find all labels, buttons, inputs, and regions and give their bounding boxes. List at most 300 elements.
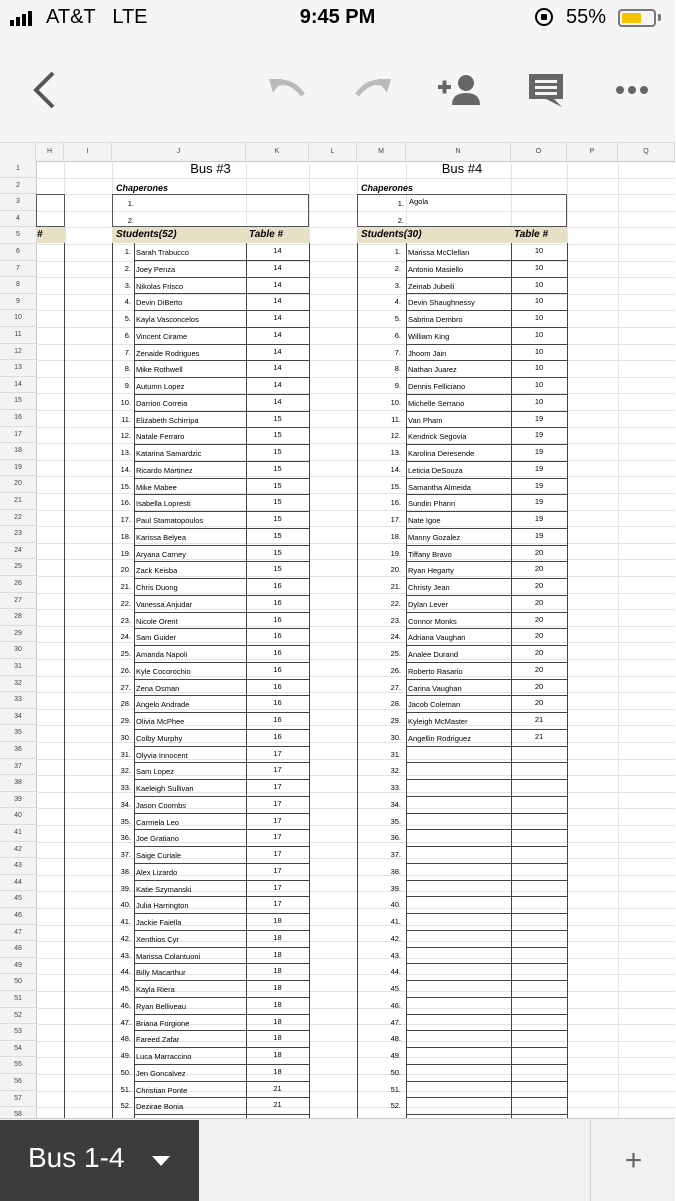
bus3-table-number[interactable]: 16 — [273, 681, 282, 691]
row-header[interactable]: 17 — [0, 427, 36, 444]
row-header[interactable]: 5 — [0, 227, 36, 244]
bus4-table-number[interactable] — [511, 745, 567, 761]
bus4-table-number[interactable]: 10 — [534, 262, 544, 272]
bus4-table-number[interactable]: 21 — [534, 715, 544, 724]
row-header[interactable]: 47 — [0, 925, 36, 942]
bus3-table-number[interactable]: 17 — [273, 765, 282, 775]
row-header[interactable]: 18 — [0, 443, 36, 460]
row-header[interactable]: 56 — [0, 1074, 36, 1091]
bus4-table-number[interactable] — [511, 1096, 567, 1112]
bus4-student-name[interactable]: Leticia DeSouza — [408, 465, 463, 475]
bus4-student-name[interactable]: Manny Gozalez — [408, 532, 461, 542]
bus4-table-number[interactable] — [511, 1013, 567, 1029]
row-header[interactable]: 49 — [0, 958, 36, 975]
bus4-student-name[interactable]: Michelle Serrano — [408, 398, 465, 408]
bus4-student-name[interactable] — [408, 780, 509, 796]
row-header[interactable]: 11 — [0, 327, 36, 344]
row-header[interactable]: 16 — [0, 410, 36, 427]
row-header[interactable]: 13 — [0, 360, 36, 377]
bus4-table-number[interactable] — [511, 929, 567, 945]
bus3-table-number[interactable]: 17 — [273, 899, 282, 909]
bus4-chaperone-name[interactable] — [409, 210, 529, 226]
bus3-table-number[interactable]: 14 — [273, 346, 282, 356]
bus3-student-name[interactable]: Jason Coombs — [136, 800, 187, 810]
bus4-student-name[interactable]: Dylan Lever — [408, 599, 449, 609]
bus3-table-number[interactable]: 18 — [273, 949, 282, 959]
bus4-table-number[interactable]: 10 — [534, 329, 544, 339]
row-header[interactable]: 6 — [0, 244, 36, 261]
bus3-student-name[interactable]: Carmela Leo — [136, 817, 179, 827]
bus3-student-name[interactable]: Zena Osman — [136, 683, 180, 693]
bus3-student-name[interactable]: Zack Keisba — [136, 566, 178, 576]
row-header[interactable]: 40 — [0, 808, 36, 825]
add-sheet-button[interactable]: + — [590, 1120, 676, 1201]
bus4-table-number[interactable]: 10 — [534, 380, 544, 389]
bus3-student-name[interactable]: Katarina Samardzic — [136, 449, 202, 458]
bus3-student-name[interactable]: Nicole Orent — [136, 616, 178, 626]
row-header[interactable]: 9 — [0, 294, 36, 311]
bus4-table-number[interactable] — [511, 828, 567, 844]
bus3-table-number[interactable]: 15 — [273, 514, 282, 523]
row-header[interactable]: 37 — [0, 759, 36, 776]
row-header[interactable]: 12 — [0, 344, 36, 361]
bus3-student-name[interactable]: Sam Lopez — [136, 767, 174, 777]
bus3-student-name[interactable]: Joey Penza — [136, 264, 176, 274]
bus4-student-name[interactable]: Devin Shaughnessy — [408, 298, 475, 308]
bus4-student-name[interactable] — [408, 830, 509, 846]
row-header[interactable]: 44 — [0, 875, 36, 892]
bus4-student-name[interactable] — [408, 981, 509, 997]
column-header[interactable]: P — [567, 143, 618, 161]
row-header[interactable]: 27 — [0, 593, 36, 610]
bus3-student-name[interactable]: Kayla Vasconcelos — [136, 315, 199, 324]
row-header[interactable]: 35 — [0, 725, 36, 742]
column-header[interactable]: L — [309, 143, 357, 161]
bus3-table-number[interactable]: 14 — [273, 296, 282, 306]
bus3-student-name[interactable]: Dezirae Bonia — [136, 1102, 184, 1112]
bus4-table-number[interactable]: 20 — [534, 581, 544, 590]
bus3-row-number: 46. — [120, 1000, 131, 1010]
row-header[interactable]: 51 — [0, 991, 36, 1008]
bus4-student-name[interactable]: Sabrina Dembro — [408, 315, 463, 324]
bus4-student-name[interactable] — [408, 1031, 509, 1047]
sheet-tab-bus-1-4[interactable] — [0, 1120, 199, 1201]
bus3-table-number[interactable]: 18 — [273, 999, 282, 1009]
bus3-student-name[interactable]: Briana Forgione — [136, 1018, 190, 1028]
bus4-table-number[interactable] — [511, 895, 567, 911]
bus3-student-name[interactable]: Autumn Lopez — [136, 382, 185, 391]
bus3-student-name[interactable]: Vincent Cirame — [136, 331, 188, 341]
bus3-table-number[interactable]: 18 — [273, 966, 282, 976]
bus4-student-name[interactable]: Nate Igoe — [408, 516, 441, 525]
bus3-table-number[interactable]: 15 — [273, 564, 282, 574]
column-header[interactable]: I — [64, 143, 112, 161]
bus4-student-name[interactable]: Analee Durand — [408, 650, 459, 659]
row-header[interactable]: 45 — [0, 891, 36, 908]
row-header[interactable]: 50 — [0, 974, 36, 991]
row-header[interactable]: 55 — [0, 1057, 36, 1074]
bus3-student-name[interactable]: Vanessa Anjudar — [136, 599, 193, 609]
bus4-table-number[interactable] — [511, 979, 567, 995]
row-header[interactable]: 39 — [0, 792, 36, 809]
bus4-table-number[interactable]: 19 — [534, 514, 544, 523]
row-header[interactable]: 58 — [0, 1107, 36, 1124]
bus3-table-number[interactable]: 16 — [273, 664, 282, 674]
bus3-table-number[interactable]: 17 — [273, 832, 282, 842]
add-person-icon[interactable] — [436, 68, 482, 112]
bus4-table-number[interactable]: 10 — [534, 246, 544, 255]
bus3-student-name[interactable]: Olyvia Innocent — [136, 750, 188, 760]
row-header[interactable]: 20 — [0, 476, 36, 493]
bus4-table-number[interactable]: 19 — [534, 430, 544, 440]
bus4-student-name[interactable]: Ryan Hegarty — [408, 566, 454, 576]
bus4-table-number[interactable]: 19 — [534, 413, 544, 423]
bus4-table-number[interactable] — [511, 946, 567, 962]
row-header[interactable]: 43 — [0, 858, 36, 875]
bus3-student-name[interactable]: Zenaide Rodrigues — [136, 348, 200, 358]
bus4-row-number: 4. — [394, 297, 401, 307]
spreadsheet-grid[interactable] — [0, 143, 675, 1118]
bus4-student-name[interactable] — [408, 847, 509, 863]
bus4-student-name[interactable] — [408, 864, 509, 880]
bus3-table-number[interactable]: 14 — [273, 380, 282, 389]
row-header[interactable]: 46 — [0, 908, 36, 925]
bus4-table-number[interactable] — [511, 761, 567, 777]
bus4-table-number[interactable] — [511, 996, 567, 1012]
bus4-table-number[interactable]: 10 — [534, 346, 544, 356]
row-header[interactable]: 15 — [0, 393, 36, 410]
bus4-student-name[interactable]: Jacob Coleman — [408, 700, 461, 710]
bus3-table-number[interactable]: 21 — [273, 1100, 282, 1110]
row-header[interactable]: 2 — [0, 178, 36, 195]
bus4-table-number[interactable]: 21 — [534, 731, 544, 741]
bus4-table-number[interactable]: 10 — [534, 313, 544, 322]
bus4-student-name[interactable]: Samantha Almeida — [408, 482, 471, 492]
bus4-student-name[interactable]: Christy Jean — [408, 583, 450, 592]
bus3-table-number[interactable]: 16 — [273, 614, 282, 624]
bus4-table-number[interactable] — [511, 812, 567, 828]
row-gridline — [36, 808, 675, 809]
column-header[interactable]: H — [36, 143, 64, 161]
bus3-table-number[interactable]: 18 — [273, 1033, 282, 1043]
bus3-student-name[interactable]: Paul Stamatopoulos — [136, 516, 204, 525]
bus3-table-number[interactable]: 18 — [273, 1016, 282, 1026]
bus3-student-name[interactable]: Natale Ferraro — [136, 432, 185, 442]
bus3-student-name[interactable]: Kayla Riera — [136, 985, 175, 994]
bus4-student-name[interactable]: Karolina Deresende — [408, 449, 475, 458]
comment-icon[interactable] — [524, 68, 568, 112]
bus4-student-name[interactable]: Carina Vaughan — [408, 683, 462, 693]
bus3-student-name[interactable]: Nikolas Frisco — [136, 281, 184, 291]
more-icon[interactable] — [612, 68, 652, 112]
bus4-student-name[interactable] — [408, 1098, 509, 1114]
bus4-table-number[interactable] — [511, 795, 567, 811]
bus3-student-name[interactable]: Luca Marraccino — [136, 1052, 192, 1061]
column-header[interactable]: Q — [618, 143, 675, 161]
bus3-student-name[interactable]: Chris Duong — [136, 583, 178, 592]
row-header[interactable]: 21 — [0, 493, 36, 510]
bus4-student-name[interactable]: Zeinab Jubeili — [408, 281, 455, 291]
bus3-student-name[interactable]: Olivia McPhee — [136, 717, 185, 726]
bus4-table-number[interactable]: 20 — [534, 547, 544, 557]
bus3-student-name[interactable]: Sarah Trabucco — [136, 248, 189, 257]
bus4-student-name[interactable]: Connor Monks — [408, 616, 457, 626]
bus3-table-number[interactable]: 21 — [273, 1083, 282, 1093]
bus4-student-name[interactable] — [408, 747, 509, 763]
row-header[interactable]: 23 — [0, 526, 36, 543]
bus3-table-number[interactable]: 15 — [273, 547, 282, 557]
bus4-table-number[interactable]: 20 — [534, 631, 544, 641]
row-header[interactable]: 53 — [0, 1024, 36, 1041]
bus4-student-name[interactable] — [408, 1048, 509, 1064]
bus4-student-name[interactable] — [408, 931, 509, 947]
bus3-student-name[interactable]: Julia Harrington — [136, 901, 189, 911]
row-header[interactable]: 1 — [0, 161, 36, 178]
bus3-student-name[interactable]: Mike Mabee — [136, 482, 177, 492]
bus3-student-name[interactable]: Christian Ponte — [136, 1085, 188, 1095]
bus3-table-number[interactable]: 17 — [273, 849, 282, 858]
bus3-table-number[interactable]: 18 — [273, 1050, 282, 1059]
chevron-down-icon[interactable] — [152, 1156, 170, 1166]
row-header[interactable]: 48 — [0, 941, 36, 958]
column-header[interactable]: O — [511, 143, 567, 161]
row-header[interactable]: 3 — [0, 194, 36, 211]
bus3-table-number[interactable]: 15 — [273, 430, 282, 440]
bus4-table-number[interactable]: 20 — [534, 698, 544, 708]
bus4-table-number[interactable]: 20 — [534, 614, 544, 624]
bus3-student-name[interactable]: Jen Goncalvez — [136, 1068, 186, 1078]
bus3-student-name[interactable]: Devin DiBerto — [136, 298, 183, 308]
row-header[interactable]: 42 — [0, 842, 36, 859]
bus4-table-number[interactable] — [511, 1029, 567, 1045]
bus3-table-number[interactable]: 14 — [273, 262, 282, 272]
bus3-table-number[interactable]: 16 — [273, 731, 282, 741]
bus4-table-number[interactable] — [511, 1046, 567, 1062]
bus4-table-number[interactable] — [511, 1080, 567, 1096]
bus3-table-number[interactable]: 14 — [273, 246, 282, 255]
row-header[interactable]: 36 — [0, 742, 36, 759]
bus3-student-name[interactable]: Isabella Lopresti — [136, 499, 191, 509]
back-icon[interactable] — [26, 68, 62, 112]
bus3-table-number[interactable]: 17 — [273, 798, 282, 808]
bus3-student-name[interactable]: Elizabeth Schirripa — [136, 415, 199, 425]
row-header[interactable]: 14 — [0, 377, 36, 394]
row-header[interactable]: 19 — [0, 460, 36, 477]
row-header[interactable]: 29 — [0, 626, 36, 643]
bus3-table-number[interactable]: 15 — [273, 497, 282, 507]
bus3-student-name[interactable]: Xenthios Cyr — [136, 934, 179, 944]
row-header[interactable]: 57 — [0, 1091, 36, 1108]
row-header[interactable]: 7 — [0, 261, 36, 278]
bus4-table-number[interactable] — [511, 879, 567, 895]
bus3-table-number[interactable]: 17 — [273, 815, 282, 825]
row-header[interactable]: 33 — [0, 692, 36, 709]
bus4-student-name[interactable]: Sundin Phann — [408, 499, 456, 509]
bus3-student-name[interactable]: Ricardo Martinez — [136, 465, 193, 475]
column-header[interactable]: K — [246, 143, 309, 161]
bus3-student-name[interactable]: Darrion Correia — [136, 398, 188, 408]
row-gridline — [36, 775, 675, 776]
row-header[interactable]: 4 — [0, 211, 36, 228]
bus4-student-name[interactable]: Kyleigh McMaster — [408, 717, 468, 726]
bus4-table-number[interactable]: 10 — [534, 279, 544, 289]
bus4-chaperone-name[interactable]: Agola — [409, 197, 429, 206]
redo-icon[interactable] — [350, 68, 396, 112]
bus4-table-number[interactable] — [511, 1063, 567, 1079]
row-header[interactable]: 52 — [0, 1008, 36, 1025]
bus4-table-number[interactable]: 19 — [534, 530, 544, 540]
bus4-student-name[interactable]: Jhoom Jain — [408, 348, 447, 358]
bus4-student-name[interactable]: Angellin Rodriguez — [408, 733, 471, 743]
row-header[interactable]: 32 — [0, 676, 36, 693]
bus4-table-number[interactable]: 20 — [534, 564, 544, 574]
bus4-table-number[interactable] — [511, 845, 567, 861]
bus3-table-number[interactable]: 17 — [273, 865, 282, 875]
bus4-student-name[interactable]: Tiffany Bravo — [408, 549, 452, 559]
bus3-table-number[interactable]: 15 — [273, 463, 282, 473]
bus4-table-number[interactable]: 20 — [534, 681, 544, 691]
bus4-student-name[interactable]: William King — [408, 331, 450, 341]
bus3-student-name[interactable]: Marissa Colantuoni — [136, 951, 201, 961]
column-header[interactable]: J — [112, 143, 246, 161]
battery-tip — [658, 14, 661, 21]
bus3-table-number[interactable]: 18 — [273, 932, 282, 942]
bus4-student-name[interactable]: Dennis Felliciano — [408, 382, 466, 391]
bus3-student-name[interactable]: Saige Curiale — [136, 851, 182, 860]
bus4-student-name[interactable] — [408, 948, 509, 964]
bus3-table-number[interactable]: 15 — [273, 447, 282, 456]
row-header[interactable]: 10 — [0, 310, 36, 327]
bus3-table-number[interactable]: 16 — [273, 581, 282, 590]
row-header[interactable]: 41 — [0, 825, 36, 842]
bus3-row-number: 10. — [120, 397, 131, 407]
bus4-table-number[interactable]: 19 — [534, 463, 544, 473]
bus3-student-name[interactable]: Karissa Belyea — [136, 532, 187, 542]
bus3-student-name[interactable]: Fareed Zafar — [136, 1035, 180, 1045]
row-header[interactable]: 34 — [0, 709, 36, 726]
bus4-student-name[interactable] — [408, 1065, 509, 1081]
bus4-student-name[interactable]: Roberto Rasario — [408, 666, 463, 676]
bus3-student-name[interactable]: Colby Murphy — [136, 733, 183, 743]
bus4-student-name[interactable] — [408, 797, 509, 813]
bus3-table-number[interactable]: 14 — [273, 313, 282, 322]
bus3-student-name[interactable]: Katie Szymanski — [136, 884, 192, 894]
bus3-table-number[interactable]: 14 — [273, 363, 282, 373]
bus4-student-name[interactable] — [408, 897, 509, 913]
bus3-student-name[interactable]: Angelo Andrade — [136, 700, 190, 710]
bus4-student-name[interactable] — [408, 964, 509, 980]
row-header[interactable]: 28 — [0, 609, 36, 626]
bus3-student-name[interactable]: Amanda Napoli — [136, 650, 188, 659]
bus3-student-name[interactable]: Aryana Carney — [136, 549, 187, 559]
row-header[interactable]: 54 — [0, 1041, 36, 1058]
bus3-student-name[interactable]: Kaeleigh Sullivan — [136, 784, 194, 793]
bus4-student-name[interactable] — [408, 1082, 509, 1098]
row-header[interactable]: 30 — [0, 642, 36, 659]
bus4-student-name[interactable] — [408, 881, 509, 897]
column-header[interactable]: M — [357, 143, 406, 161]
bus4-table-number[interactable]: 19 — [534, 447, 544, 456]
bus3-table-number[interactable]: 16 — [273, 597, 282, 607]
bus3-table-number[interactable]: 16 — [273, 631, 282, 641]
bus3-table-number[interactable]: 14 — [273, 396, 282, 406]
bus3-table-number[interactable]: 16 — [273, 648, 282, 657]
bus3-table-number[interactable]: 17 — [273, 748, 282, 758]
bus4-student-name[interactable] — [408, 763, 509, 779]
bus4-student-name[interactable]: Antonio Masiello — [408, 264, 464, 274]
bus4-student-name[interactable] — [408, 998, 509, 1014]
row-header[interactable]: 8 — [0, 277, 36, 294]
bus3-student-name[interactable]: Kyle Cocorochio — [136, 666, 191, 676]
bus3-table-number[interactable]: 15 — [273, 530, 282, 540]
bus4-table-number[interactable]: 10 — [534, 396, 544, 406]
left-partial-chaperones-box — [36, 194, 65, 227]
row-header[interactable]: 38 — [0, 775, 36, 792]
bus3-table-number[interactable]: 14 — [273, 279, 282, 289]
bus3-row-number: 52. — [120, 1101, 131, 1111]
bus4-table-number[interactable] — [511, 862, 567, 878]
bus4-student-name[interactable] — [408, 914, 509, 930]
bus4-table-number[interactable]: 20 — [534, 648, 544, 657]
bus3-table-number[interactable]: 18 — [273, 1066, 282, 1076]
row-header[interactable]: 31 — [0, 659, 36, 676]
bus4-table-number[interactable] — [511, 912, 567, 928]
bus3-table-number[interactable]: 18 — [273, 983, 282, 992]
bus3-chaperone-name[interactable] — [137, 193, 257, 209]
bus4-student-name[interactable]: Van Pham — [408, 415, 443, 425]
bus3-student-name[interactable]: Jackie Faiella — [136, 918, 182, 927]
bus3-student-name[interactable]: Joe Gratiano — [136, 834, 179, 844]
column-header[interactable]: N — [406, 143, 511, 161]
corner-cell[interactable] — [0, 143, 36, 161]
bus3-student-name[interactable]: Alex Lizardo — [136, 867, 178, 877]
bus3-table-number[interactable]: 17 — [273, 782, 282, 791]
bus3-table-number[interactable]: 15 — [273, 413, 282, 423]
bus4-table-number[interactable]: 20 — [534, 597, 544, 607]
row-header[interactable]: 25 — [0, 559, 36, 576]
bus4-table-number[interactable]: 10 — [534, 296, 544, 306]
bus3-table-number[interactable]: 14 — [273, 329, 282, 339]
bus4-table-number[interactable]: 19 — [534, 480, 544, 490]
bus4-student-name[interactable]: Marissa McClellan — [408, 248, 470, 257]
bus3-student-name[interactable]: Mike Rothwell — [136, 365, 183, 375]
bus3-table-number[interactable]: 18 — [273, 916, 282, 925]
bus4-table-number[interactable] — [511, 778, 567, 794]
undo-icon[interactable] — [264, 68, 310, 112]
bus3-chaperone-name[interactable] — [137, 210, 257, 226]
bus3-table-number[interactable]: 16 — [273, 698, 282, 708]
bus4-table-number[interactable] — [511, 962, 567, 978]
bus3-table-number[interactable]: 15 — [273, 480, 282, 490]
bus4-table-number[interactable]: 10 — [534, 363, 544, 373]
row-header[interactable]: 22 — [0, 510, 36, 527]
bus4-table-number[interactable]: 19 — [534, 497, 544, 507]
bus4-student-name[interactable] — [408, 814, 509, 830]
bus3-student-name[interactable]: Sam Guider — [136, 633, 177, 643]
bus4-student-name[interactable] — [408, 1015, 509, 1031]
row-header[interactable]: 24 — [0, 543, 36, 560]
bus3-table-number[interactable]: 16 — [273, 715, 282, 724]
bus4-student-name[interactable]: Adriana Vaughan — [408, 633, 466, 643]
bus4-student-name[interactable]: Kendrick Segovia — [408, 432, 467, 442]
bus4-student-name[interactable]: Nathan Juarez — [408, 365, 457, 375]
bus3-row-number: 43. — [120, 950, 131, 960]
bus3-student-name[interactable]: Billy Macarthur — [136, 968, 186, 978]
bus4-table-number[interactable]: 20 — [534, 664, 544, 674]
bus3-table-number[interactable]: 17 — [273, 882, 282, 892]
bus3-student-name[interactable]: Ryan Belliveau — [136, 1001, 187, 1011]
row-header[interactable]: 26 — [0, 576, 36, 593]
